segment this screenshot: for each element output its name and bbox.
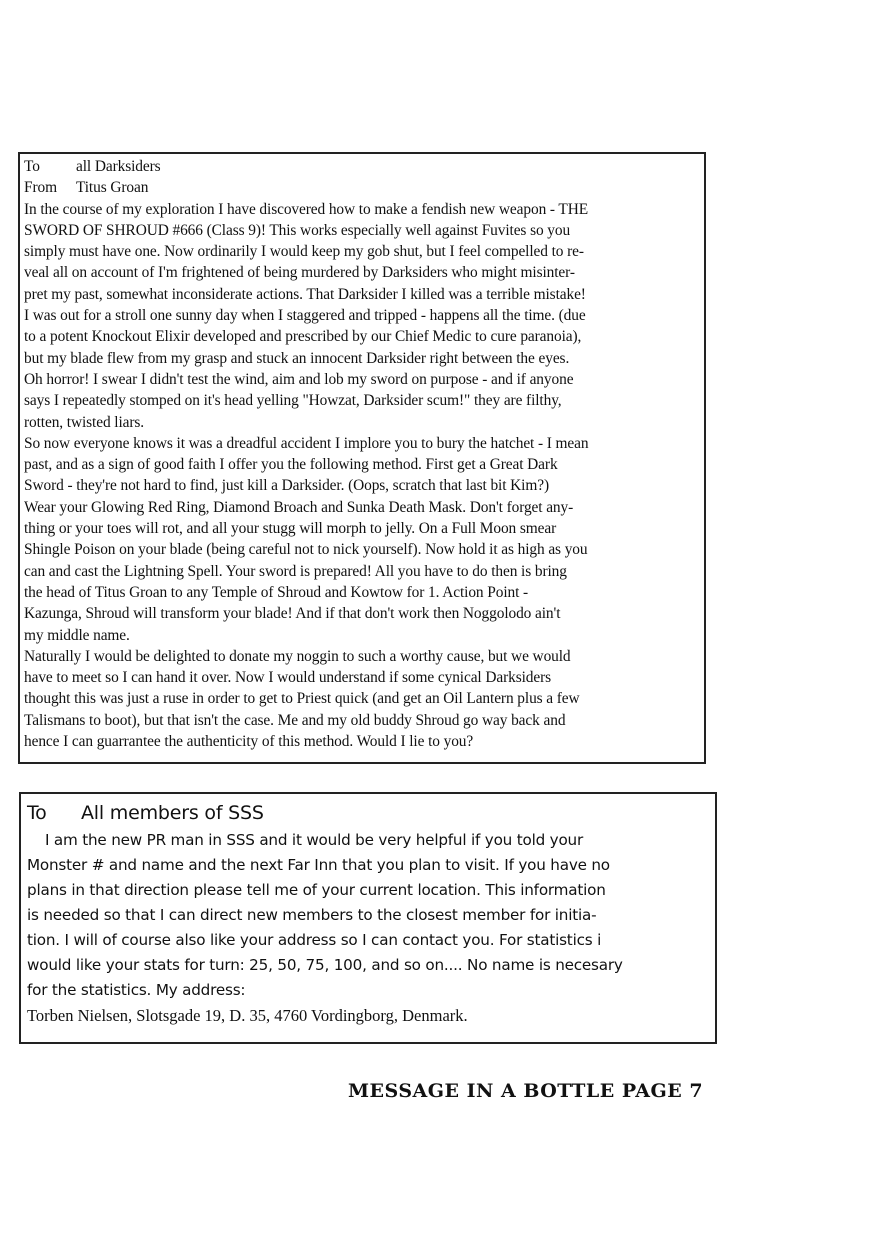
letter-line: the head of Titus Groan to any Temple of Shroud and Kowtow for 1. Action Point -: [24, 583, 529, 601]
letter-from-line: [24, 177, 700, 198]
letter-line: Sword - they're not hard to find, just kill a Darksider. (Oops, scratch that last bit Kim?): [24, 477, 549, 495]
letter-line: thought this was just a ruse in order to get to Priest quick (and get an Oil Lantern plus a few: [24, 690, 580, 708]
letter-line: rotten, twisted liars.: [24, 413, 145, 431]
notice-line: would like your stats for turn: 25, 50, 75, 100, and so on.... No name is necesary: [27, 956, 623, 974]
sss-notice-box: [19, 792, 717, 1044]
letter-line: thing or your toes will rot, and all your stugg will morph to jelly. On a Full Moon smear: [24, 520, 557, 538]
letter-line: have to meet so I can hand it over. Now I would understand if some cynical Darksiders: [24, 669, 552, 687]
letter-line: SWORD OF SHROUD #666 (Class 9)! This works especially well against Fuvites so you: [24, 221, 571, 239]
letter-line: past, and as a sign of good faith I offer you the following method. First get a Great Dark: [24, 456, 558, 474]
notice-heading: [27, 798, 711, 828]
notice-to-label: To: [27, 802, 47, 824]
page-footer: MESSAGE IN A BOTTLE PAGE 7: [348, 1080, 704, 1102]
notice-line: is needed so that I can direct new members to the closest member for initia-: [27, 906, 597, 924]
letter-line: So now everyone knows it was a dreadful accident I implore you to bury the hatchet - I mean: [24, 434, 589, 452]
postal-address: Torben Nielsen, Slotsgade 19, D. 35, 4760 Vordingborg, Denmark.: [27, 1006, 468, 1025]
notice-line: for the statistics. My address:: [27, 981, 246, 999]
notice-line: Monster # and name and the next Far Inn that you plan to visit. If you have no: [27, 856, 610, 874]
letter-line: Shingle Poison on your blade (being careful not to nick yourself). Now hold it as high as you: [24, 541, 588, 559]
letter-line: Naturally I would be delighted to donate my noggin to such a worthy cause, but we would: [24, 647, 571, 665]
letter-line: but my blade flew from my grasp and stuck an innocent Darksider right between the eyes.: [24, 349, 570, 367]
letter-line: my middle name.: [24, 626, 130, 644]
to-value: all Darksiders: [76, 158, 161, 175]
letter-line: Wear your Glowing Red Ring, Diamond Broach and Sunka Death Mask. Don't forget any-: [24, 498, 574, 516]
notice-line: plans in that direction please tell me of your current location. This information: [27, 881, 606, 899]
letter-line: veal all on account of I'm frightened of being murdered by Darksiders who might misinter-: [24, 264, 575, 282]
notice-line: tion. I will of course also like your address so I can contact you. For statistics i: [27, 931, 602, 949]
letter-line: Talismans to boot), but that isn't the case. Me and my old buddy Shroud go way back and: [24, 711, 566, 729]
darksiders-letter-box: [18, 152, 706, 764]
from-value: Titus Groan: [76, 179, 149, 197]
letter-line: simply must have one. Now ordinarily I would keep my gob shut, but I feel compelled to re-: [24, 243, 584, 261]
letter-line: can and cast the Lightning Spell. Your sword is prepared! All you have to do then is bring: [24, 562, 567, 580]
letter-line: In the course of my exploration I have discovered how to make a fendish new weapon - THE: [24, 200, 589, 218]
letter-line: Kazunga, Shroud will transform your blade! And if that don't work then Noggolodo ain't: [24, 605, 561, 623]
notice-line: I am the new PR man in SSS and it would be very helpful if you told your: [45, 831, 584, 849]
letter-line: hence I can guarrantee the authenticity of this method. Would I lie to you?: [24, 733, 474, 751]
to-label: To: [24, 158, 40, 175]
letter-line: Oh horror! I swear I didn't test the wind, aim and lob my sword on purpose - and if anyone: [24, 370, 574, 388]
letter-line: to a potent Knockout Elixir developed and prescribed by our Chief Medic to cure paranoia),: [24, 328, 582, 346]
notice-to-value: All members of SSS: [81, 802, 264, 824]
from-label: From: [24, 179, 57, 197]
letter-line: pret my past, somewhat inconsiderate actions. That Darksider I killed was a terrible mistake!: [24, 285, 586, 303]
letter-line: says I repeatedly stomped on it's head yelling "Howzat, Darksider scum!" they are filthy,: [24, 392, 562, 410]
letter-line: I was out for a stroll one sunny day when I staggered and tripped - happens all the time. (due: [24, 307, 586, 325]
letter-to-line: [24, 156, 700, 177]
